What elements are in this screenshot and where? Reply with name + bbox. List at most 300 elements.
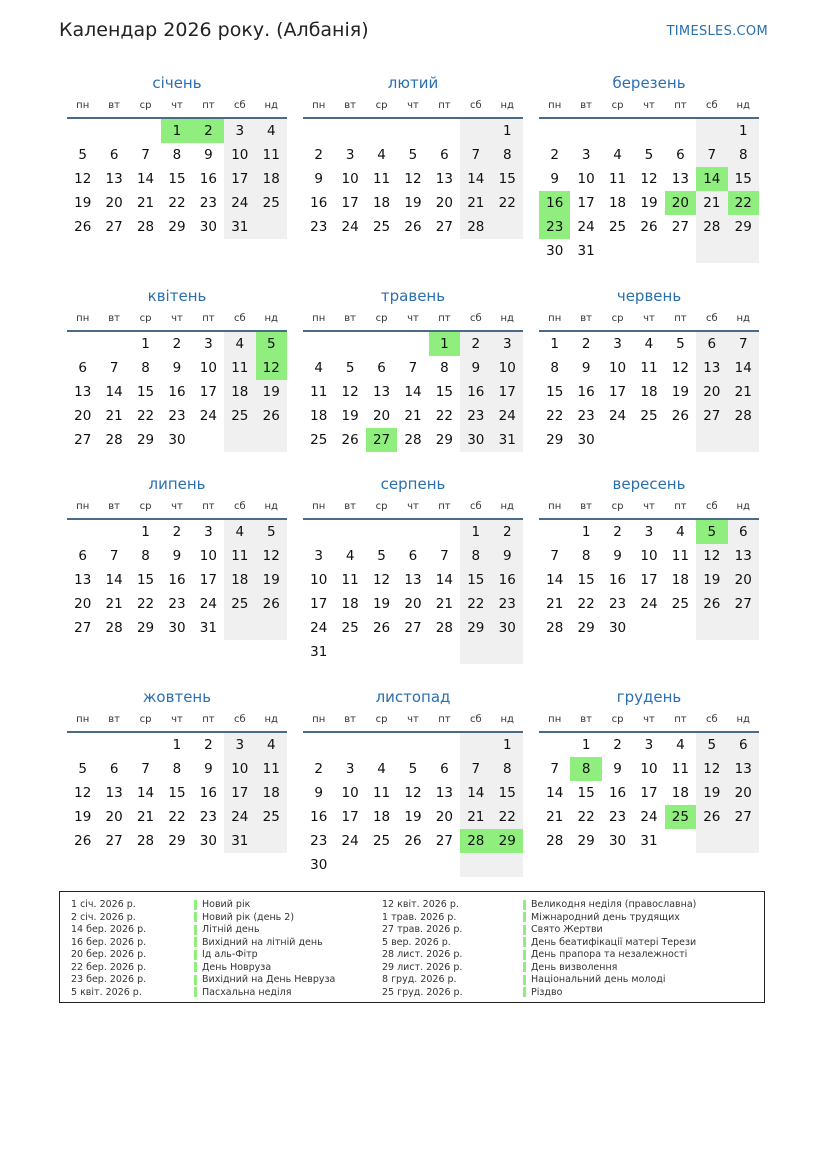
day-cell: 17 [577,195,595,211]
day-cell: 4 [676,737,685,753]
day-cell: 28 [404,432,422,448]
day-cell: 19 [404,195,422,211]
month-name: серпень [380,475,446,493]
day-grid [67,119,287,239]
day-cell: 8 [581,548,591,564]
weekday-label: нд [736,100,750,111]
legend-holiday-name [523,937,696,950]
holiday-name-text: День Новруза [202,961,272,973]
day-cell: 18 [608,195,627,211]
weekday-label: пт [202,714,215,725]
weekday-label: чт [171,313,183,324]
holiday-date-text: 5 вер. 2026 р. [382,936,451,948]
empty-cell [366,853,397,877]
empty-cell [602,239,633,263]
day-cell: 19 [696,781,727,805]
day-cell: 14 [105,384,123,400]
day-cell: 4 [256,119,287,143]
weekday-label: пн [312,714,326,725]
day-cell: 1 [141,524,150,540]
weekday-label: вт [344,100,356,111]
day-cell: 13 [728,544,759,568]
day-cell: 26 [404,219,422,235]
weekday-header [539,712,759,728]
legend-holiday-name [523,962,696,975]
day-cell: 6 [728,733,759,757]
day-cell: 1 [492,119,523,143]
empty-cell [98,119,129,143]
day-cell: 30 [460,428,491,452]
legend-holiday-name [194,912,335,925]
empty-cell [98,520,129,544]
empty-cell [728,239,759,263]
day-cell: 22 [492,805,523,829]
empty-cell [460,640,491,664]
day-cell: 5 [377,548,386,564]
day-cell: 30 [199,219,217,235]
weekday-label: вт [108,313,120,324]
empty-cell [334,733,365,757]
weekday-label: пн [312,313,326,324]
day-cell: 2 [581,336,591,352]
day-cell: 25 [341,620,359,636]
day-cell: 1 [581,737,591,753]
day-cell: 14 [136,171,155,187]
day-cell: 2 [172,336,182,352]
day-cell: 19 [256,380,287,404]
legend-date [71,987,146,1000]
day-cell: 27 [435,833,453,849]
day-cell: 27 [74,432,92,448]
holiday-name-text: Вихідний на День Невруза [202,974,336,985]
holiday-date-text: 29 лист. 2026 р. [382,961,463,973]
day-cell: 2 [613,737,622,753]
empty-cell [224,616,255,640]
day-cell: 25 [224,592,255,616]
day-cell: 13 [728,757,759,781]
empty-cell [539,520,570,544]
day-cell: 17 [341,809,359,825]
day-cell: 24 [577,219,595,235]
day-cell: 14 [546,785,564,801]
empty-cell [130,119,161,143]
day-cell: 7 [440,548,449,564]
legend-date [71,962,146,975]
day-cell: 19 [372,596,391,612]
day-cell: 19 [256,568,287,592]
day-cell: 20 [372,408,391,424]
day-grid [303,119,523,239]
day-cell: 2 [172,524,182,540]
day-cell: 20 [728,568,759,592]
day-cell: 24 [224,191,255,215]
day-cell: 26 [256,592,287,616]
day-cell: 25 [256,805,287,829]
day-cell: 11 [341,572,359,588]
holiday-date-text: 28 лист. 2026 р. [382,949,463,960]
day-cell: 25 [256,191,287,215]
day-cell: 16 [310,195,328,211]
legend-right-names [523,899,696,999]
day-cell: 19 [341,408,359,424]
day-cell: 9 [550,171,559,187]
day-cell: 29 [728,215,759,239]
holiday-marker-icon [194,975,197,985]
day-grid [303,332,523,452]
weekday-label: ср [139,501,152,512]
weekday-label: пн [76,313,90,324]
weekday-label: сб [705,100,718,111]
day-cell: 3 [644,737,654,753]
day-cell: 24 [640,809,658,825]
day-cell: 8 [141,360,150,376]
day-cell: 8 [492,143,523,167]
empty-cell [256,616,287,640]
day-cell: 31 [310,644,328,660]
day-cell: 23 [168,408,186,424]
holiday-marker-icon [194,950,197,960]
legend-date [382,949,463,962]
day-cell: 11 [372,171,391,187]
weekday-label: пн [76,100,90,111]
day-cell: 22 [435,408,453,424]
empty-cell [334,332,365,356]
empty-cell [665,829,696,853]
day-cell: 13 [671,171,689,187]
day-cell: 24 [310,620,328,636]
month-name: листопад [375,688,451,706]
empty-cell [492,215,523,239]
holiday-marker-icon [194,937,197,947]
day-cell: 23 [310,219,328,235]
day-cell: 24 [640,596,658,612]
legend-date [71,899,146,912]
holiday-marker-icon [194,900,197,910]
month-block [303,687,523,877]
day-cell: 13 [404,572,422,588]
weekday-label: ср [375,714,388,725]
weekday-label: чт [407,100,419,111]
day-cell: 3 [644,524,654,540]
day-cell: 23 [199,195,217,211]
day-cell: 7 [141,761,150,777]
empty-cell [303,332,334,356]
holiday-legend [59,891,765,1003]
brand-link[interactable]: TIMESLES.COM [666,24,768,39]
legend-date [71,937,146,950]
holiday-day-cell: 12 [256,356,287,380]
day-cell: 17 [199,384,217,400]
day-cell: 6 [78,548,87,564]
day-cell: 1 [492,733,523,757]
weekday-label: пт [438,714,451,725]
empty-cell [429,733,460,757]
day-cell: 20 [728,781,759,805]
weekday-label: пт [438,313,451,324]
day-cell: 31 [199,620,217,636]
day-cell: 11 [372,785,391,801]
legend-left-dates [71,899,146,999]
weekday-label: ср [611,501,624,512]
weekday-label: нд [500,501,514,512]
day-cell: 1 [172,737,182,753]
weekday-label: пн [76,714,90,725]
day-cell: 24 [608,408,627,424]
holiday-day-cell: 28 [460,829,491,853]
day-cell: 10 [224,143,255,167]
weekday-label: пн [548,501,562,512]
day-cell: 5 [676,336,685,352]
day-cell: 21 [460,191,491,215]
day-cell: 7 [109,360,119,376]
weekday-header [67,712,287,728]
day-cell: 14 [460,167,491,191]
holiday-name-text: Літній день [202,924,260,935]
day-cell: 19 [404,809,422,825]
day-cell: 7 [460,143,491,167]
empty-cell [633,239,664,263]
weekday-label: чт [171,501,183,512]
empty-cell [429,640,460,664]
weekday-label: пн [548,313,562,324]
day-cell: 12 [696,544,727,568]
month-name: січень [152,74,202,92]
day-cell: 7 [550,548,559,564]
day-cell: 5 [696,733,727,757]
day-cell: 4 [377,761,386,777]
empty-cell [570,119,601,143]
day-cell: 5 [345,360,355,376]
day-cell: 24 [199,408,217,424]
day-cell: 23 [310,833,328,849]
day-cell: 17 [640,572,658,588]
day-cell: 12 [696,757,727,781]
weekday-label: вт [580,100,592,111]
weekday-label: пн [548,100,562,111]
day-cell: 19 [640,195,658,211]
day-cell: 20 [74,408,92,424]
day-cell: 16 [577,384,595,400]
day-cell: 16 [168,384,186,400]
day-cell: 23 [577,408,595,424]
holiday-marker-icon [523,912,526,922]
holiday-date-text: 5 квіт. 2026 р. [71,986,142,998]
day-cell: 27 [74,620,92,636]
day-cell: 11 [224,356,255,380]
day-cell: 9 [314,785,323,801]
day-cell: 6 [408,548,418,564]
day-cell: 20 [404,596,422,612]
day-cell: 24 [492,404,523,428]
day-cell: 24 [224,805,255,829]
day-cell: 2 [314,147,323,163]
day-cell: 23 [168,596,186,612]
day-cell: 17 [640,785,658,801]
day-cell: 29 [136,432,155,448]
day-cell: 19 [696,568,727,592]
weekday-label: пт [202,501,215,512]
day-cell: 22 [136,596,155,612]
weekday-label: ср [375,313,388,324]
day-cell: 18 [341,596,359,612]
day-cell: 26 [696,805,727,829]
day-cell: 22 [577,596,595,612]
empty-cell [633,428,664,452]
day-cell: 21 [546,596,564,612]
weekday-label: нд [500,714,514,725]
day-cell: 13 [105,171,123,187]
empty-cell [665,239,696,263]
month-name: червень [616,287,682,305]
weekday-label: сб [469,714,482,725]
day-grid [67,733,287,853]
empty-cell [460,119,491,143]
weekday-label: нд [736,501,750,512]
day-cell: 27 [696,404,727,428]
weekday-label: пт [438,501,451,512]
day-cell: 12 [74,785,92,801]
day-cell: 10 [577,171,595,187]
empty-cell [696,829,727,853]
day-cell: 19 [671,384,689,400]
weekday-label: пт [674,313,687,324]
day-cell: 30 [310,857,328,873]
holiday-day-cell: 27 [366,428,397,452]
day-cell: 4 [613,147,622,163]
holiday-name-text: Свято Жертви [531,924,603,935]
day-cell: 3 [581,147,591,163]
month-block [539,73,759,263]
weekday-label: пт [674,100,687,111]
day-cell: 21 [105,408,123,424]
weekday-label: вт [344,501,356,512]
empty-cell [429,853,460,877]
day-grid [67,520,287,640]
day-cell: 7 [141,147,150,163]
holiday-marker-icon [194,962,197,972]
day-grid [67,332,287,452]
day-cell: 2 [613,524,622,540]
day-cell: 15 [168,171,186,187]
day-cell: 16 [608,572,627,588]
day-cell: 25 [310,432,328,448]
day-cell: 13 [74,384,92,400]
weekday-label: ср [139,313,152,324]
day-cell: 30 [608,620,627,636]
day-cell: 14 [546,572,564,588]
day-cell: 4 [644,336,654,352]
weekday-header [539,311,759,327]
empty-cell [665,428,696,452]
holiday-name-text: День прапора та незалежності [531,949,688,960]
day-cell: 18 [224,380,255,404]
month-block [303,73,523,239]
page-title: Календар 2026 року. (Албанія) [59,19,369,41]
day-cell: 26 [404,833,422,849]
day-cell: 4 [224,520,255,544]
legend-left-names [194,899,335,999]
day-cell: 27 [105,833,123,849]
weekday-label: ср [139,100,152,111]
day-cell: 25 [608,219,627,235]
legend-date [382,974,463,987]
empty-cell [696,616,727,640]
month-block [67,73,287,239]
holiday-day-cell: 25 [665,805,696,829]
day-cell: 9 [613,548,622,564]
empty-cell [334,853,365,877]
holiday-day-cell: 5 [696,520,727,544]
weekday-header [67,311,287,327]
day-cell: 11 [671,761,689,777]
weekday-label: сб [233,714,246,725]
empty-cell [728,428,759,452]
day-cell: 6 [676,147,685,163]
legend-holiday-name [523,912,696,925]
day-cell: 5 [78,761,87,777]
day-cell: 16 [310,809,328,825]
legend-date [382,987,463,1000]
day-cell: 21 [728,380,759,404]
empty-cell [67,332,98,356]
day-cell: 22 [168,809,186,825]
day-cell: 26 [74,833,92,849]
day-cell: 28 [460,215,491,239]
day-cell: 29 [460,616,491,640]
day-cell: 22 [577,809,595,825]
legend-date [382,899,463,912]
day-cell: 10 [310,572,328,588]
day-cell: 9 [172,360,182,376]
holiday-marker-icon [194,912,197,922]
holiday-name-text: Великодня неділя (православна) [531,899,697,910]
weekday-label: нд [264,501,278,512]
day-cell: 17 [492,380,523,404]
day-cell: 29 [577,833,595,849]
day-cell: 10 [608,360,627,376]
day-cell: 3 [345,147,355,163]
day-cell: 2 [314,761,323,777]
empty-cell [366,332,397,356]
day-cell: 22 [136,408,155,424]
empty-cell [303,520,334,544]
weekday-label: нд [264,313,278,324]
day-cell: 10 [640,761,658,777]
day-cell: 16 [460,380,491,404]
day-cell: 25 [671,596,689,612]
day-cell: 9 [172,548,182,564]
day-cell: 4 [224,332,255,356]
day-cell: 30 [492,616,523,640]
day-cell: 4 [345,548,355,564]
day-cell: 8 [492,757,523,781]
day-cell: 28 [728,404,759,428]
weekday-header [303,311,523,327]
month-name: квітень [147,287,207,305]
legend-date [382,962,463,975]
day-cell: 30 [168,620,186,636]
day-cell: 15 [577,785,595,801]
day-cell: 17 [608,384,627,400]
holiday-date-text: 8 груд. 2026 р. [382,974,457,985]
day-cell: 20 [74,596,92,612]
legend-date [71,924,146,937]
day-cell: 17 [199,572,217,588]
day-cell: 31 [492,428,523,452]
day-cell: 20 [105,195,123,211]
day-cell: 17 [341,195,359,211]
day-cell: 16 [168,572,186,588]
